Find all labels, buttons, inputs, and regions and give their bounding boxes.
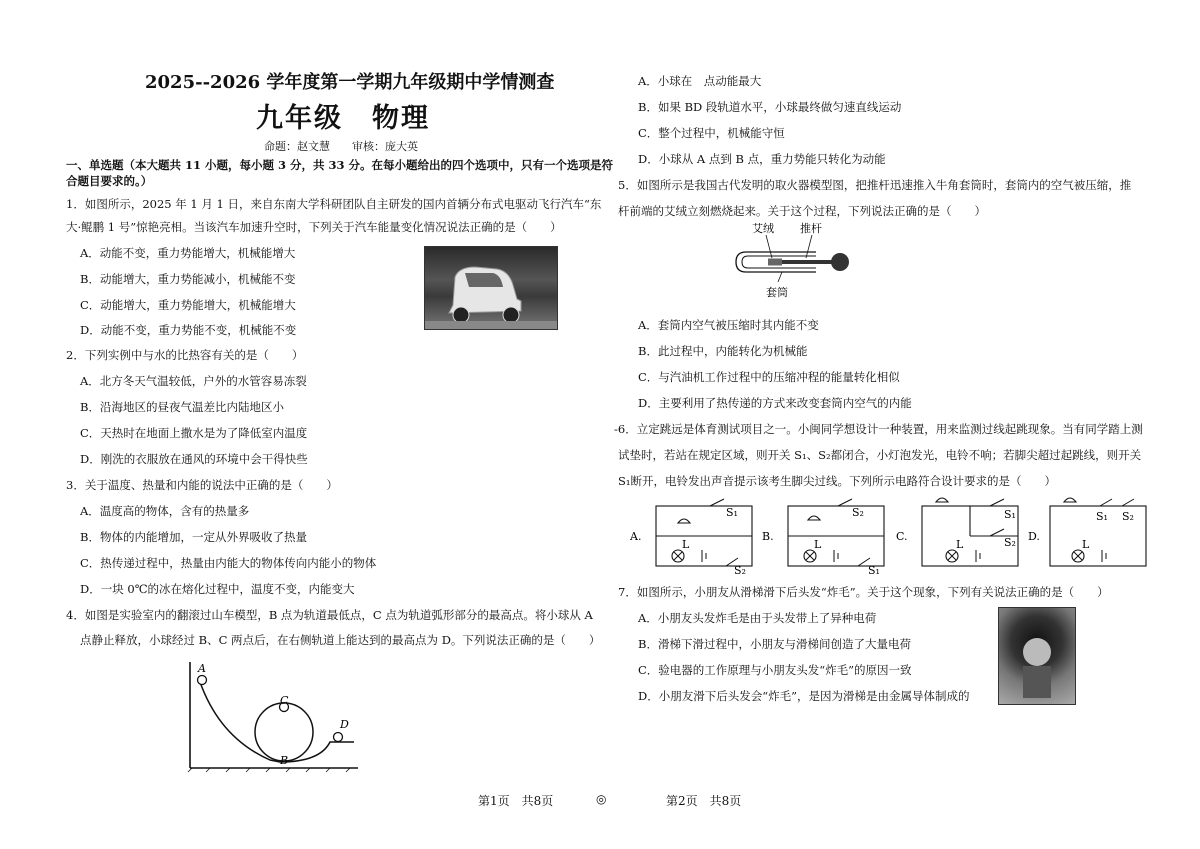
q2-option-a: A．北方冬天气温较低，户外的水管容易冻裂 — [80, 374, 307, 388]
page-footer-left: 第1页 共8页 — [478, 794, 554, 808]
switch-label-d-s2: S₂ — [1122, 510, 1134, 523]
label-airong: 艾绒 — [752, 222, 774, 235]
q7-option-b: B．滑梯下滑过程中，小朋友与滑梯间创造了大量电荷 — [638, 637, 911, 651]
q2-option-b: B．沿海地区的昼夜气温差比内陆地区小 — [80, 400, 284, 414]
q3-option-d: D．一块 0℃的冰在熔化过程中，温度不变，内能变大 — [80, 582, 355, 596]
circuit-label-a: A. — [630, 530, 642, 543]
q3-option-b: B．物体的内能增加，一定从外界吸收了热量 — [80, 530, 307, 544]
q5-stem-line1: 5．如图所示是我国古代发明的取火器模型图，把推杆迅速推入牛角套筒时，套筒内的空气被压缩，推 — [618, 178, 1132, 192]
q1-option-b: B．动能增大，重力势能减小，机械能不变 — [80, 272, 296, 286]
circuit-label-d: D. — [1028, 530, 1040, 543]
switch-label-b-s1: S₁ — [868, 564, 880, 577]
label-c: C — [280, 694, 289, 707]
exam-title: 2025--2026 学年度第一学期九年级期中学情测查 — [145, 72, 555, 93]
fire-piston-diagram — [730, 220, 860, 298]
q4-option-b: B．如果 BD 段轨道水平，小球最终做匀速直线运动 — [638, 100, 902, 114]
label-taotong: 套筒 — [766, 286, 788, 299]
q4-option-d: D．小球从 A 点到 B 点，重力势能只转化为动能 — [638, 152, 886, 166]
label-b: B — [280, 754, 289, 767]
hair-illustration — [999, 608, 1075, 704]
q3-option-a: A．温度高的物体，含有的热量多 — [80, 504, 250, 518]
switch-label-a-s1: S₁ — [726, 506, 738, 519]
subject-title: 九年级 物理 — [256, 103, 430, 134]
q3-stem: 3．关于温度、热量和内能的说法中正确的是（ ） — [66, 478, 338, 492]
q4-stem-line1: 4．如图是实验室内的翻滚过山车模型，B 点为轨道最低点，C 点为轨道弧形部分的最高点。将小球从 A — [66, 608, 593, 622]
circuit-label-c: C. — [896, 530, 908, 543]
author-line: 命题：赵文慧 审核：庞大英 — [264, 140, 418, 153]
q2-option-d: D．刚洗的衣服放在通风的环境中会干得快些 — [80, 452, 308, 466]
lamp-label-b: L — [814, 538, 822, 551]
q4-option-c: C．整个过程中，机械能守恒 — [638, 126, 785, 140]
q3-option-c: C．热传递过程中，热量由内能大的物体传向内能小的物体 — [80, 556, 377, 570]
q7-option-d: D．小朋友滑下后头发会“炸毛”，是因为滑梯是由金属导体制成的 — [638, 689, 970, 703]
label-tuigan: 推杆 — [800, 222, 822, 235]
q4-stem-line2: 点静止释放，小球经过 B、C 两点后，在右侧轨道上能达到的最高点为 D。下列说法正确的是（ ） — [80, 633, 601, 647]
q2-option-c: C．天热时在地面上撒水是为了降低室内温度 — [80, 426, 308, 440]
label-a: A — [198, 662, 206, 675]
q4-option-a: A．小球在 点动能最大 — [638, 74, 762, 88]
q1-option-a: A．动能不变，重力势能增大，机械能增大 — [80, 246, 296, 260]
q1-option-d: D．动能不变，重力势能不变，机械能不变 — [80, 323, 297, 337]
section-heading-line1: 一、单选题（本大题共 11 小题，每小题 3 分，共 33 分。在每小题给出的四个选项中，只有一个选项是符 — [66, 158, 614, 172]
page-footer-right: 第2页 共8页 — [666, 794, 742, 808]
q5-option-c: C．与汽油机工作过程中的压缩冲程的能量转化相似 — [638, 370, 900, 384]
circuit-label-b: B. — [762, 530, 774, 543]
switch-label-b-s2: S₂ — [852, 506, 864, 519]
section-heading-line2: 合题目要求的。） — [66, 174, 153, 188]
roller-coaster-diagram — [180, 658, 360, 773]
center-mark: ◎ — [596, 792, 607, 806]
lamp-label-c: L — [956, 538, 964, 551]
label-d: D — [340, 718, 349, 731]
q5-option-d: D．主要利用了热传递的方式来改变套筒内空气的内能 — [638, 396, 912, 410]
q2-stem: 2．下列实例中与水的比热容有关的是（ ） — [66, 348, 304, 362]
q1-stem-line2: 大·鲲鹏 1 号”惊艳亮相。当该汽车加速升空时，下列关于汽车能量变化情况说法正确的是（ ） — [66, 220, 562, 234]
q5-option-a: A．套筒内空气被压缩时其内能不变 — [638, 318, 819, 332]
page-right — [600, 0, 1200, 849]
switch-label-c-s2: S₂ — [1004, 536, 1016, 549]
q5-option-b: B．此过程中，内能转化为机械能 — [638, 344, 808, 358]
q7-option-c: C．验电器的工作原理与小朋友头发“炸毛”的原因一致 — [638, 663, 912, 677]
flying-car-illustration — [425, 247, 557, 329]
q6-stem-line1: -6．立定跳远是体育测试项目之一。小闽同学想设计一种装置，用来监测过线起跳现象。当有同学踏上测 — [614, 422, 1143, 436]
q1-option-c: C．动能增大，重力势能增大，机械能增大 — [80, 298, 296, 312]
q5-stem-line2: 杆前端的艾绒立刻燃烧起来。关于这个过程，下列说法正确的是（ ） — [618, 204, 986, 218]
flying-car-photo — [424, 246, 558, 330]
switch-label-a-s2: S₂ — [734, 564, 746, 577]
q1-stem-line1: 1．如图所示，2025 年 1 月 1 日，来自东南大学科研团队自主研发的国内首辆分布式电驱动飞行汽车“东 — [66, 197, 602, 211]
switch-label-d-s1: S₁ — [1096, 510, 1108, 523]
circuit-options — [630, 496, 1190, 580]
slide-hair-photo — [998, 607, 1076, 705]
lamp-label-d: L — [1082, 538, 1090, 551]
q7-stem: 7．如图所示，小朋友从滑梯滑下后头发“炸毛”。关于这个现象，下列有关说法正确的是（ ） — [618, 585, 1109, 599]
q7-option-a: A．小朋友头发炸毛是由于头发带上了异种电荷 — [638, 611, 877, 625]
q6-stem-line3: S₁断开，电铃发出声音提示该考生脚尖过线。下列所示电路符合设计要求的是（ ） — [618, 474, 1056, 488]
switch-label-c-s1: S₁ — [1004, 508, 1016, 521]
q6-stem-line2: 试垫时，若站在规定区域，则开关 S₁、S₂都闭合，小灯泡发光，电铃不响；若脚尖超过起跳线，则开关 — [618, 448, 1142, 462]
lamp-label-a: L — [682, 538, 690, 551]
